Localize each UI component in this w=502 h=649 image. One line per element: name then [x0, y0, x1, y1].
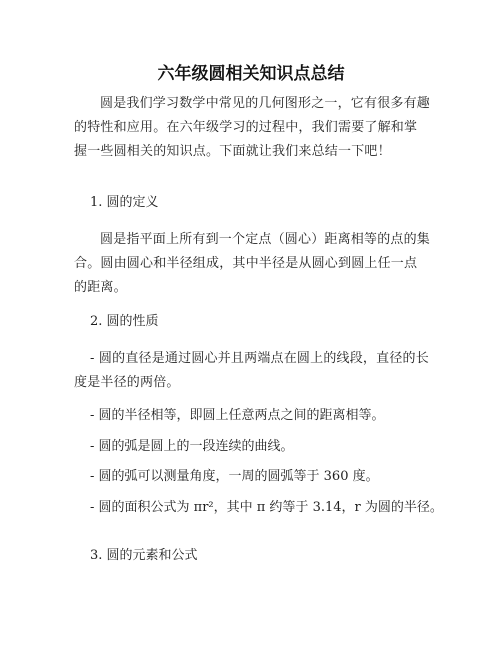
- property-item-area-formula: - 圆的面积公式为 πr²，其中 π 约等于 3.14，r 为圆的半径。: [90, 500, 443, 515]
- section-heading-properties: 2. 圆的性质: [90, 314, 159, 329]
- intro-paragraph: 圆是我们学习数学中常见的几何图形之一，它有很多有趣的特性和应用。在六年级学习的过程中，我们需要了解和掌握一些圆相关的知识点。下面就让我们来总结一下吧！: [74, 96, 431, 159]
- property-item-arc: - 圆的弧是圆上的一段连续的曲线。: [90, 439, 294, 454]
- definition-paragraph: 圆是指平面上所有到一个定点（圆心）距离相等的点的集合。圆由圆心和半径组成，其中半径是从圆心到圆上任一点的距离。: [74, 232, 431, 295]
- document-title: 六年级圆相关知识点总结: [157, 64, 345, 84]
- property-item-diameter: - 圆的直径是通过圆心并且两端点在圆上的线段，直径的长度是半径的两倍。: [74, 351, 429, 390]
- section-heading-definition: 1. 圆的定义: [90, 195, 159, 210]
- property-item-arc-angle: - 圆的弧可以测量角度，一周的圆弧等于 360 度。: [90, 469, 379, 484]
- section-heading-elements-formulas: 3. 圆的元素和公式: [90, 548, 198, 563]
- property-item-radius: - 圆的半径相等，即圆上任意两点之间的距离相等。: [90, 408, 385, 423]
